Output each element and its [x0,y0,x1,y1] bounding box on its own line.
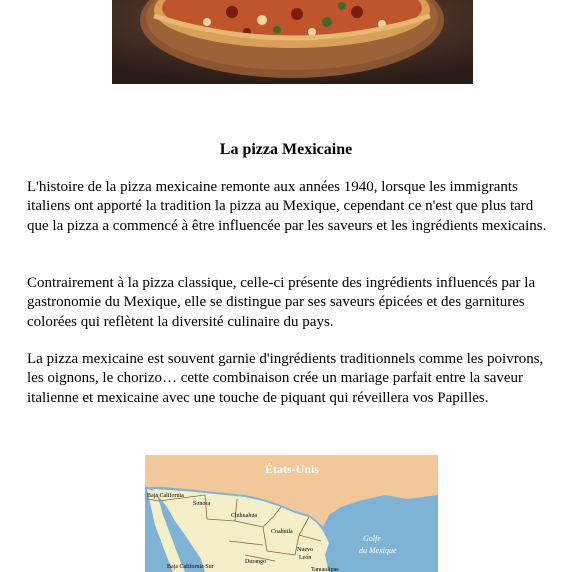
mexico-map-illustration [145,455,438,572]
map-label-baja-california: Baja California [147,493,184,499]
paragraph-toppings: La pizza mexicaine est souvent garnie d'ingrédients traditionnels comme les poivrons, les oignons, le chorizo… cette combinaison crée un mariage parfait entre la saveur italienne et mexicaine avec une touche de piquant qui réveillera vos Papilles. [27,351,544,406]
map-label-tamaulipas: Tamaulipas [311,567,339,572]
map-label-gulf-1: Golfe [363,534,381,543]
pizza-photo [112,0,473,84]
paragraph-difference: Contrairement à la pizza classique, celle-ci présente des ingrédients influencés par la gastronomie du Mexique, elle se distingue par ses saveurs épicées et des garnitures colorées qui reflètent la diversité culinaire du pays. [27,275,536,330]
pizza-illustration [112,0,473,84]
map-label-nuevo-leon-2: León [299,555,312,561]
mexico-map [145,455,438,572]
map-label-nuevo-leon-1: Nuevo [297,547,313,553]
map-label-usa: États-Unis [265,462,320,476]
article-title: La pizza Mexicaine [219,141,353,158]
map-label-gulf-2: du Mexique [359,546,397,555]
paragraph-history: L'histoire de la pizza mexicaine remonte aux années 1940, lorsque les immigrants italiens ont apporté la tradition la pizza au Mexique, cependant ce n'est que plus tard que la pizza a commencé à être influencée par les saveurs et les ingrédients mexicains. [27,179,547,234]
map-label-durango: Durango [245,559,266,565]
map-label-chihuahua: Chihuahua [231,513,257,519]
map-label-coahuila: Coahuila [271,529,293,535]
map-label-sonora: Sonora [193,501,210,507]
map-label-baja-california-sur: Baja California Sur [167,564,214,570]
